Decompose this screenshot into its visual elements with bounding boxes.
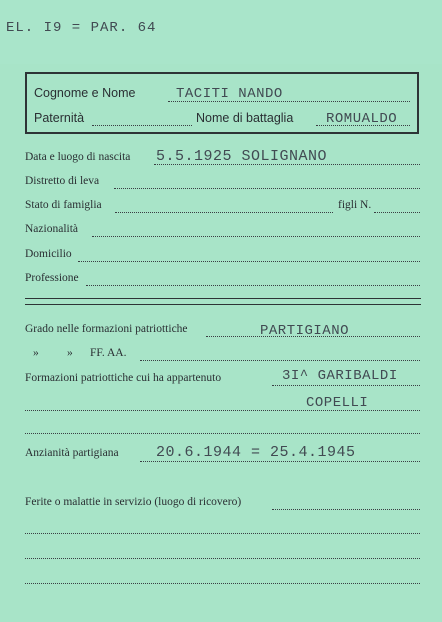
domicile-line [78, 261, 420, 262]
formations-line-1 [272, 385, 420, 386]
battle-name-label: Nome di battaglia [196, 111, 294, 125]
rank-value: PARTIGIANO [260, 323, 350, 339]
reference-code: EL. I9 = PAR. 64 [6, 20, 157, 36]
battle-name-value: ROMUALDO [326, 111, 398, 127]
nationality-line [92, 236, 420, 237]
surname-name-label: Cognome e Nome [34, 86, 136, 100]
seniority-label: Anzianità partigiana [25, 447, 119, 459]
birth-value: 5.5.1925 SOLIGNANO [156, 148, 328, 165]
seniority-value: 20.6.1944 = 25.4.1945 [156, 444, 356, 461]
formations-line-3 [25, 433, 420, 434]
injuries-line-1 [272, 509, 420, 510]
paternity-line [92, 125, 192, 126]
paternity-label: Paternità [34, 111, 85, 125]
injuries-line-3 [25, 558, 420, 559]
injuries-line-4 [25, 583, 420, 584]
family-line [115, 212, 333, 213]
profession-label: Professione [25, 272, 79, 284]
injuries-line-2 [25, 533, 420, 534]
ffaa-line [140, 360, 420, 361]
ffaa-quote-1: » [33, 347, 39, 359]
injuries-label: Ferite o malattie in servizio (luogo di ricovero) [25, 496, 242, 508]
section-divider-bottom [25, 304, 421, 305]
domicile-label: Domicilio [25, 248, 72, 260]
surname-name-value: TACITI NANDO [176, 86, 283, 102]
section-divider-top [25, 298, 421, 299]
rank-label: Grado nelle formazioni patriottiche [25, 323, 188, 335]
formation-2: COPELLI [306, 395, 369, 411]
formations-label: Formazioni patriottiche cui ha appartenuto [25, 372, 222, 384]
children-label: figli N. [338, 199, 372, 211]
profession-line [86, 285, 420, 286]
family-label: Stato di famiglia [25, 199, 102, 211]
seniority-line [140, 461, 420, 462]
ffaa-label: FF. AA. [90, 347, 127, 359]
district-label: Distretto di leva [25, 175, 100, 187]
birth-label: Data e luogo di nascita [25, 151, 131, 163]
district-line [114, 188, 420, 189]
nationality-label: Nazionalità [25, 223, 79, 235]
formation-1: 3I^ GARIBALDI [282, 368, 398, 384]
ffaa-quote-2: » [67, 347, 73, 359]
children-line [374, 212, 420, 213]
